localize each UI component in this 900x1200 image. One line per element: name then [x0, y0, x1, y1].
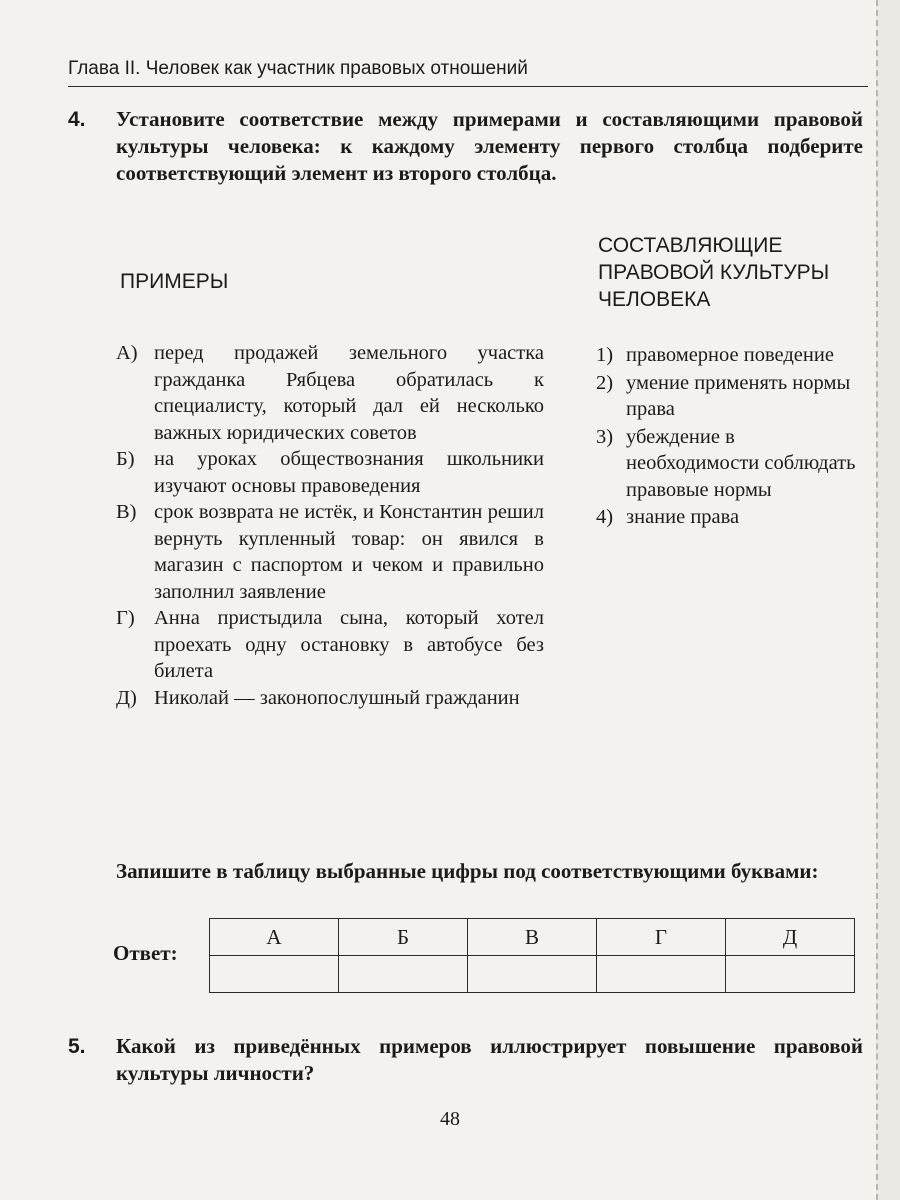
component-number: 4) [596, 506, 614, 528]
example-text: Анна пристыдила сына, который хотел проехать одну остановку в автобусе без билета [154, 607, 544, 682]
answer-label: Ответ: [113, 941, 178, 965]
answer-cell-a[interactable] [210, 956, 339, 993]
answer-header-row [210, 919, 855, 956]
question-4-text: Установите соответствие между примерами и составляющими правовой культуры человека: к каждому элементу первого столбца подберите соответствующий элемент из второго столбца. [116, 107, 863, 185]
example-item-g [116, 605, 544, 685]
components-heading: СОСТАВЛЯЮЩИЕ ПРАВОВОЙ КУЛЬТУРЫ ЧЕЛОВЕКА [598, 234, 830, 311]
answer-input-row [210, 956, 855, 993]
example-letter: А) [116, 342, 138, 364]
answer-header-a: А [210, 919, 339, 956]
example-text: перед продажей земельного участка гражданка Рябцева обратилась к специалисту, который дал ей несколько важных юридических советов [154, 342, 544, 444]
page-edge [876, 0, 900, 1200]
answer-header-v: В [468, 919, 597, 956]
component-number: 2) [596, 371, 614, 394]
example-item-v [116, 499, 544, 605]
example-item-d [116, 685, 544, 712]
component-item-2 [596, 370, 862, 423]
table-instruction: Запишите в таблицу выбранные цифры под соответствующими буквами: [116, 859, 819, 883]
page-number: 48 [440, 1108, 460, 1130]
example-text: Николай — законопослушный гражданин [154, 686, 520, 709]
component-item-4 [596, 504, 862, 531]
question-5-text: Какой из приведённых примеров иллюстрирует повышение правовой культуры личности? [116, 1034, 863, 1085]
component-number: 1) [596, 344, 614, 366]
component-text: знание права [626, 506, 740, 528]
example-item-a [116, 340, 544, 446]
example-letter: Д) [116, 686, 137, 709]
examples-heading: ПРИМЕРЫ [120, 270, 229, 293]
chapter-header: Глава II. Человек как участник правовых отношений [68, 58, 868, 87]
example-text: срок возврата не истёк, и Константин решил вернуть купленный товар: он явился в магазин с паспортом и чеком и правильно заполнил заявление [154, 501, 544, 603]
example-item-b [116, 446, 544, 499]
answer-header-b: Б [339, 919, 468, 956]
answer-cell-d[interactable] [726, 956, 855, 993]
answer-cell-b[interactable] [339, 956, 468, 993]
component-item-3 [596, 424, 862, 504]
component-text: убеждение в необходимости соблюдать правовые нормы [626, 425, 856, 501]
example-text: на уроках обществознания школьники изучают основы правоведения [154, 448, 544, 497]
component-text: умение применять нормы права [626, 371, 851, 420]
component-text: правомерное поведение [626, 344, 834, 366]
components-list [596, 342, 862, 532]
answer-header-d: Д [726, 919, 855, 956]
example-letter: В) [116, 501, 137, 523]
example-letter: Г) [116, 607, 135, 629]
example-letter: Б) [116, 448, 135, 470]
answer-cell-g[interactable] [597, 956, 726, 993]
answer-header-g: Г [597, 919, 726, 956]
answer-cell-v[interactable] [468, 956, 597, 993]
question-4-number: 4. [68, 108, 86, 131]
examples-list [116, 340, 544, 711]
answer-table [209, 918, 855, 993]
component-item-1 [596, 342, 862, 369]
component-number: 3) [596, 425, 614, 448]
question-5-number: 5. [68, 1035, 86, 1058]
